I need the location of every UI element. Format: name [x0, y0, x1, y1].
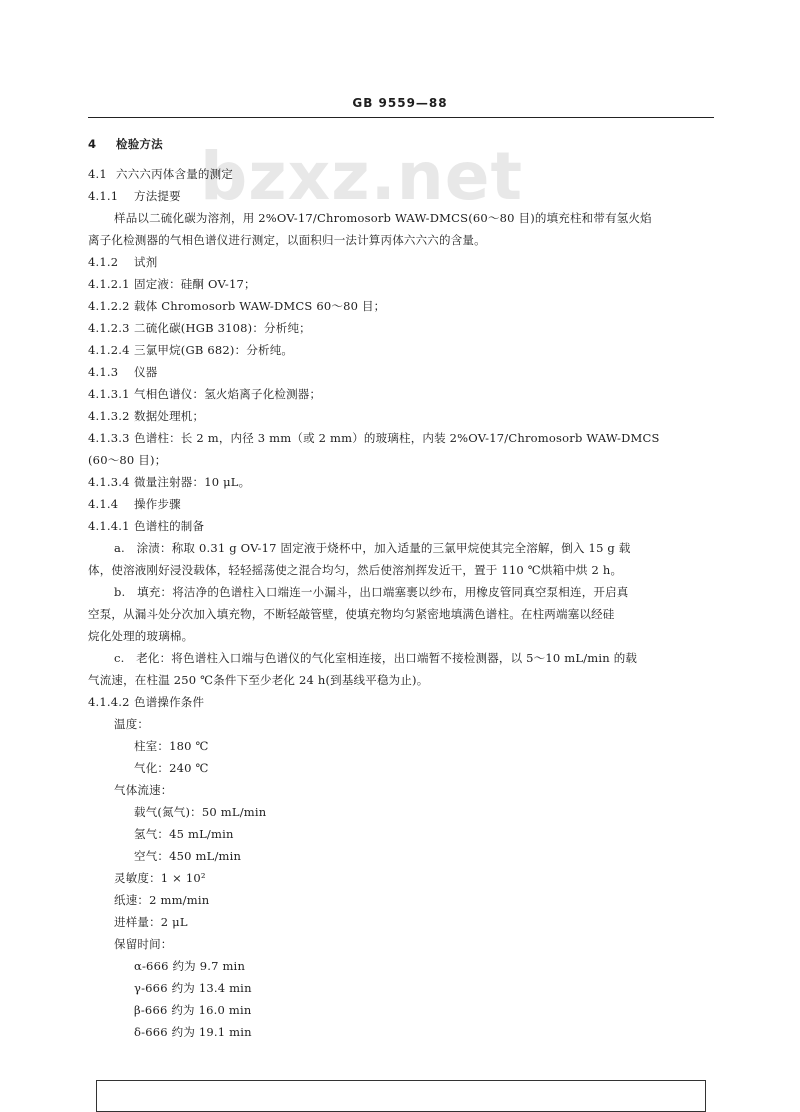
retention-time-item: γ-666 约为 13.4 min	[134, 981, 252, 995]
paragraph-principle-line-2: 离子化检测器的气相色谱仪进行测定，以面积归一法计算丙体六六六的含量。	[88, 233, 486, 247]
air-flow: 空气：450 mL/min	[134, 849, 242, 863]
instrument-item-continuation: (60～80 目)；	[88, 453, 167, 467]
retention-time-item: δ-666 约为 19.1 min	[134, 1025, 252, 1039]
carrier-gas-flow: 载气(氮气)：50 mL/min	[134, 805, 267, 819]
section-4-1-3-heading: 4.1.3 仪器	[88, 365, 158, 379]
hydrogen-flow: 氢气：45 mL/min	[134, 827, 234, 841]
section-4-1-2-heading: 4.1.2 试剂	[88, 255, 158, 269]
section-4-1-heading: 4.1 六六六丙体含量的测定	[88, 167, 233, 181]
vaporizer-temperature: 气化：240 ℃	[134, 761, 209, 775]
retention-time-item: α-666 约为 9.7 min	[134, 959, 246, 973]
header-rule	[88, 117, 714, 118]
reagent-item: 4.1.2.3 二硫化碳(HGB 3108)：分析纯；	[88, 321, 311, 335]
instrument-item: 4.1.3.1 气相色谱仪：氢火焰离子化检测器；	[88, 387, 322, 401]
section-4-heading: 4 检验方法	[88, 137, 163, 151]
section-4-1-4-heading: 4.1.4 操作步骤	[88, 497, 181, 511]
step-a-line-1: a. 涂渍：称取 0.31 g OV-17 固定液于烧杯中，加入适量的三氯甲烷使其完全溶解，倒入 15 g 载	[114, 541, 631, 555]
section-4-1-4-2-heading: 4.1.4.2 色谱操作条件	[88, 695, 205, 709]
retention-time-label: 保留时间：	[114, 937, 173, 951]
paragraph-principle-line-1: 样品以二硫化碳为溶剂，用 2%OV-17/Chromosorb WAW-DMCS(60～80 目)的填充柱和带有氢火焰	[114, 211, 652, 225]
chart-speed: 纸速：2 mm/min	[114, 893, 210, 907]
step-c-line-2: 气流速，在柱温 250 ℃条件下至少老化 24 h(到基线平稳为止)。	[88, 673, 429, 687]
step-b-line-1: b. 填充：将洁净的色谱柱入口端连一小漏斗，出口端塞裹以纱布，用橡皮管同真空泵相连，开启真	[114, 585, 629, 599]
section-4-1-4-1-heading: 4.1.4.1 色谱柱的制备	[88, 519, 205, 533]
injection-volume: 进样量：2 μL	[114, 915, 188, 929]
column-temperature: 柱室：180 ℃	[134, 739, 209, 753]
temperature-label: 温度：	[114, 717, 150, 731]
step-b-line-3: 烷化处理的玻璃棉。	[88, 629, 194, 643]
sensitivity: 灵敏度：1 × 10²	[114, 871, 206, 885]
site-watermark: bzxz.net	[200, 138, 524, 215]
step-a-line-2: 体，使溶液刚好浸没载体，轻轻摇荡使之混合均匀，然后使溶剂挥发近干，置于 110 ℃烘箱中烘 2 h。	[88, 563, 623, 577]
gas-flow-label: 气体流速：	[114, 783, 173, 797]
step-c-line-1: c. 老化：将色谱柱入口端与色谱仪的气化室相连接，出口端暂不接检测器，以 5～10 mL/min 的载	[114, 651, 638, 665]
reagent-item: 4.1.2.4 三氯甲烷(GB 682)：分析纯。	[88, 343, 294, 357]
instrument-item: 4.1.3.4 微量注射器：10 μL。	[88, 475, 251, 489]
step-b-line-2: 空泵，从漏斗处分次加入填充物，不断轻敲管壁，使填充物均匀紧密地填满色谱柱。在柱两端塞以经硅	[88, 607, 615, 621]
section-4-1-1-heading: 4.1.1 方法提要	[88, 189, 181, 203]
instrument-item: 4.1.3.2 数据处理机；	[88, 409, 205, 423]
standard-code-header: GB 9559—88	[352, 96, 448, 110]
retention-time-item: β-666 约为 16.0 min	[134, 1003, 252, 1017]
instrument-item: 4.1.3.3 色谱柱：长 2 m，内径 3 mm（或 2 mm）的玻璃柱，内装 2%OV-17/Chromosorb WAW-DMCS	[88, 431, 660, 445]
reagent-item: 4.1.2.1 固定液：硅酮 OV-17；	[88, 277, 256, 291]
reagent-item: 4.1.2.2 载体 Chromosorb WAW-DMCS 60～80 目；	[88, 299, 386, 313]
footer-frame	[96, 1080, 706, 1112]
